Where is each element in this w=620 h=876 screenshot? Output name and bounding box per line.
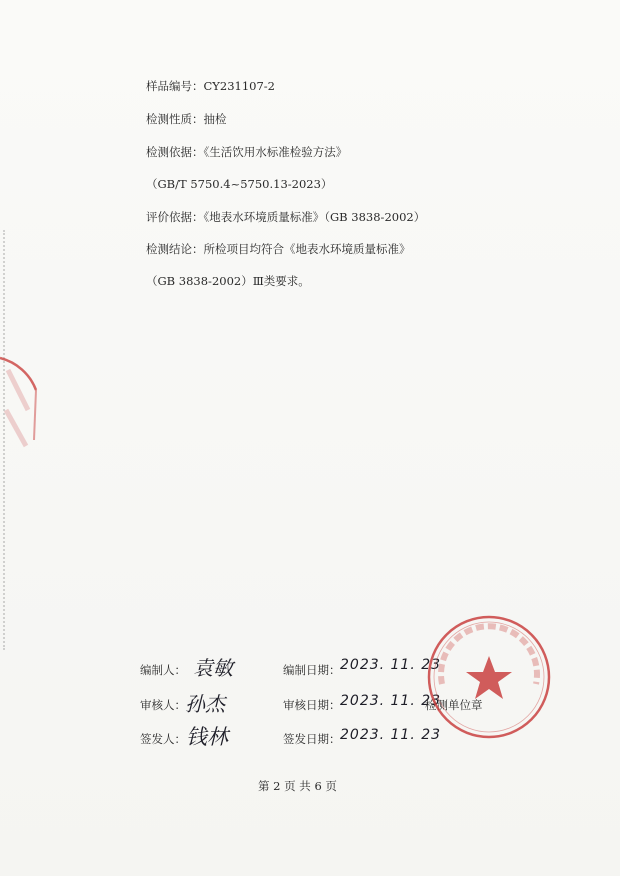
reviewer-signature: 孙杰 [185, 692, 225, 716]
test-basis-standard: （GB/T 5750.4~5750.13-2023） [146, 177, 333, 191]
conclusion-line-1: 检测结论：所检项目均符合《地表水环境质量标准》 [146, 242, 411, 256]
issue-date: 2023. 11. 23 [340, 727, 442, 743]
compiler-label: 编制人： [140, 663, 186, 677]
compile-date: 2023. 11. 23 [340, 657, 442, 673]
sample-id: 样品编号：CY231107-2 [146, 79, 275, 93]
reviewer-label: 审核人： [140, 698, 186, 712]
compile-date-label: 编制日期： [283, 663, 341, 677]
test-type: 检测性质：抽检 [146, 112, 227, 126]
test-basis: 检测依据：《生活饮用水标准检验方法》 [146, 145, 348, 159]
official-seal [424, 612, 554, 742]
partial-seal-left [0, 350, 40, 460]
issuer-signature: 钱林 [186, 725, 228, 749]
issue-date-label: 签发日期： [283, 732, 341, 746]
issuer-label: 签发人： [140, 732, 186, 746]
evaluation-basis: 评价依据：《地表水环境质量标准》（GB 3838-2002） [146, 210, 426, 224]
review-date-label: 审核日期： [283, 698, 341, 712]
page-number: 第 2 页 共 6 页 [258, 779, 337, 793]
review-date: 2023. 11. 23 [340, 693, 442, 709]
seal-note: 检测单位章 [425, 698, 483, 712]
conclusion-line-2: （GB 3838-2002）Ⅲ类要求。 [146, 274, 310, 288]
compiler-signature: 袁敏 [193, 656, 233, 680]
